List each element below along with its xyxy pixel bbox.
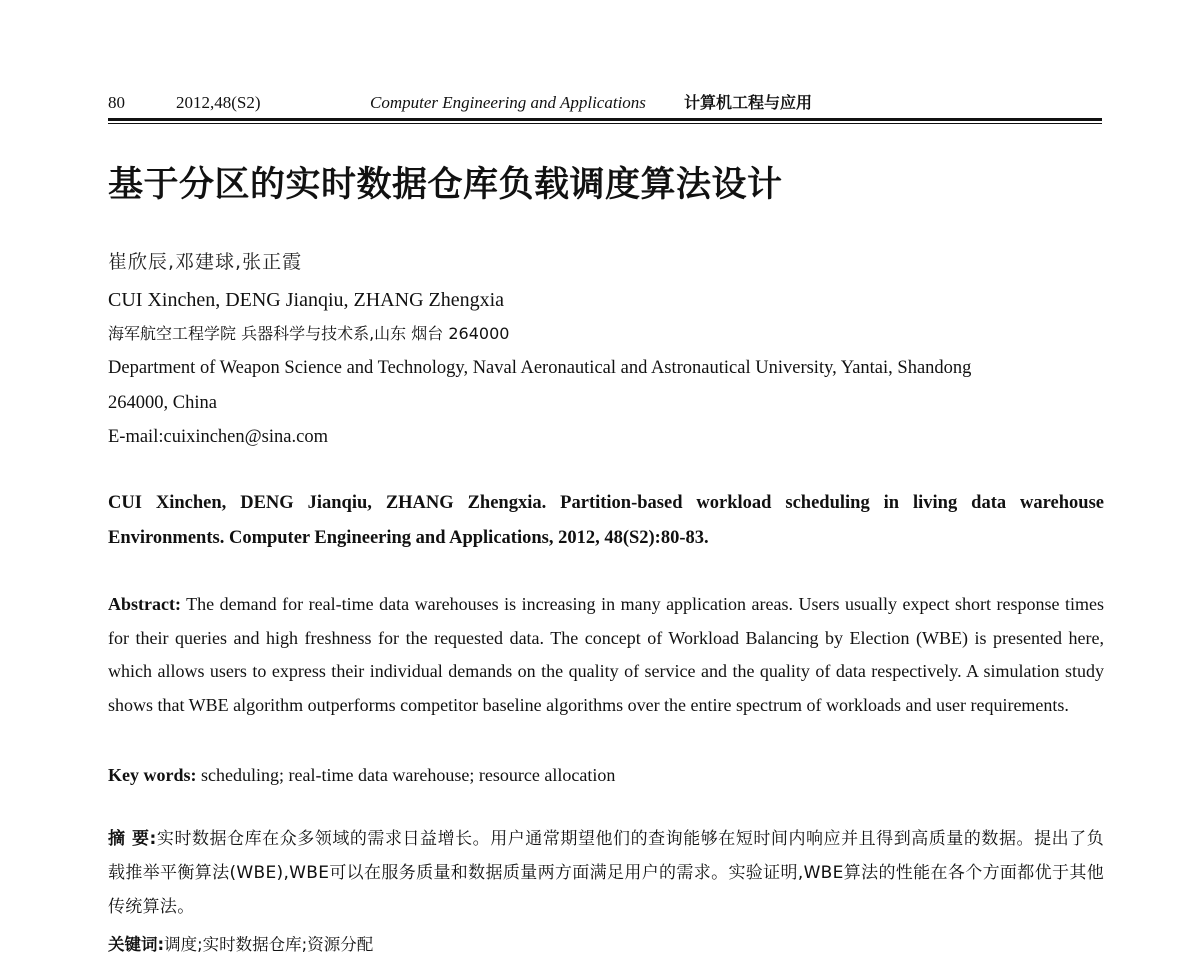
citation: CUI Xinchen, DENG Jianqiu, ZHANG Zhengxia. Partition-based workload scheduling in living data warehouse Environments. Computer Engineering and Applications, 2012, 48(S2):80-83. xyxy=(108,493,1104,548)
keywords-en xyxy=(108,760,1102,790)
authors-cn: 崔欣辰,邓建球,张正霞 xyxy=(108,251,303,273)
keywords-cn xyxy=(108,930,1102,960)
affiliation-en-line1: Department of Weapon Science and Technology, Naval Aeronautical and Astronautical University, Yantai, Shandong xyxy=(108,358,972,378)
abstract-text: The demand for real-time data warehouses is increasing in many application areas. Users usually expect short response times for their queries and high freshness for the requested data. The concept of Workload Balancing by Election (WBE) is presented here, which allows users to express their individual demands on the quality of service and the quality of data respectively. A simulation study shows that WBE algorithm outperforms competitor baseline algorithms over the entire spectrum of workloads and user requirements. xyxy=(108,594,1104,715)
journal-name-cn: 计算机工程与应用 xyxy=(684,93,813,112)
paper-title: 基于分区的实时数据仓库负载调度算法设计 xyxy=(108,165,783,205)
keywords-label: Key words: xyxy=(108,765,197,785)
affiliation-cn: 海军航空工程学院 兵器科学与技术系,山东 烟台 264000 xyxy=(108,324,510,343)
authors-en: CUI Xinchen, DENG Jianqiu, ZHANG Zhengxia xyxy=(108,289,505,311)
keywords-cn-text: 调度;实时数据仓库;资源分配 xyxy=(164,935,374,954)
abstract-cn-text: 实时数据仓库在众多领域的需求日益增长。用户通常期望他们的查询能够在短时间内响应并且得到高质量的数据。提出了负载推举平衡算法(WBE),WBE可以在服务质量和数据质量两方面满足用户的需求。实验证明,WBE算法的性能在各个方面都优于其他传统算法。 xyxy=(108,829,1104,917)
header-rule-thin xyxy=(108,123,1102,124)
keywords-text: scheduling; real-time data warehouse; resource allocation xyxy=(201,765,616,785)
journal-name-en: Computer Engineering and Applications xyxy=(370,93,646,112)
volume-issue: 2012,48(S2) xyxy=(176,93,261,112)
keywords-cn-label: 关键词: xyxy=(108,935,165,954)
abstract-cn xyxy=(108,822,1104,924)
running-header xyxy=(108,92,1102,114)
abstract-en xyxy=(108,588,1104,722)
header-rule-thick xyxy=(108,118,1102,121)
page-number: 80 xyxy=(108,93,125,112)
affiliation-en-line2: 264000, China xyxy=(108,393,217,413)
abstract-cn-label: 摘 要: xyxy=(108,829,157,849)
author-email: E-mail:cuixinchen@sina.com xyxy=(108,427,328,447)
abstract-label: Abstract: xyxy=(108,594,181,614)
